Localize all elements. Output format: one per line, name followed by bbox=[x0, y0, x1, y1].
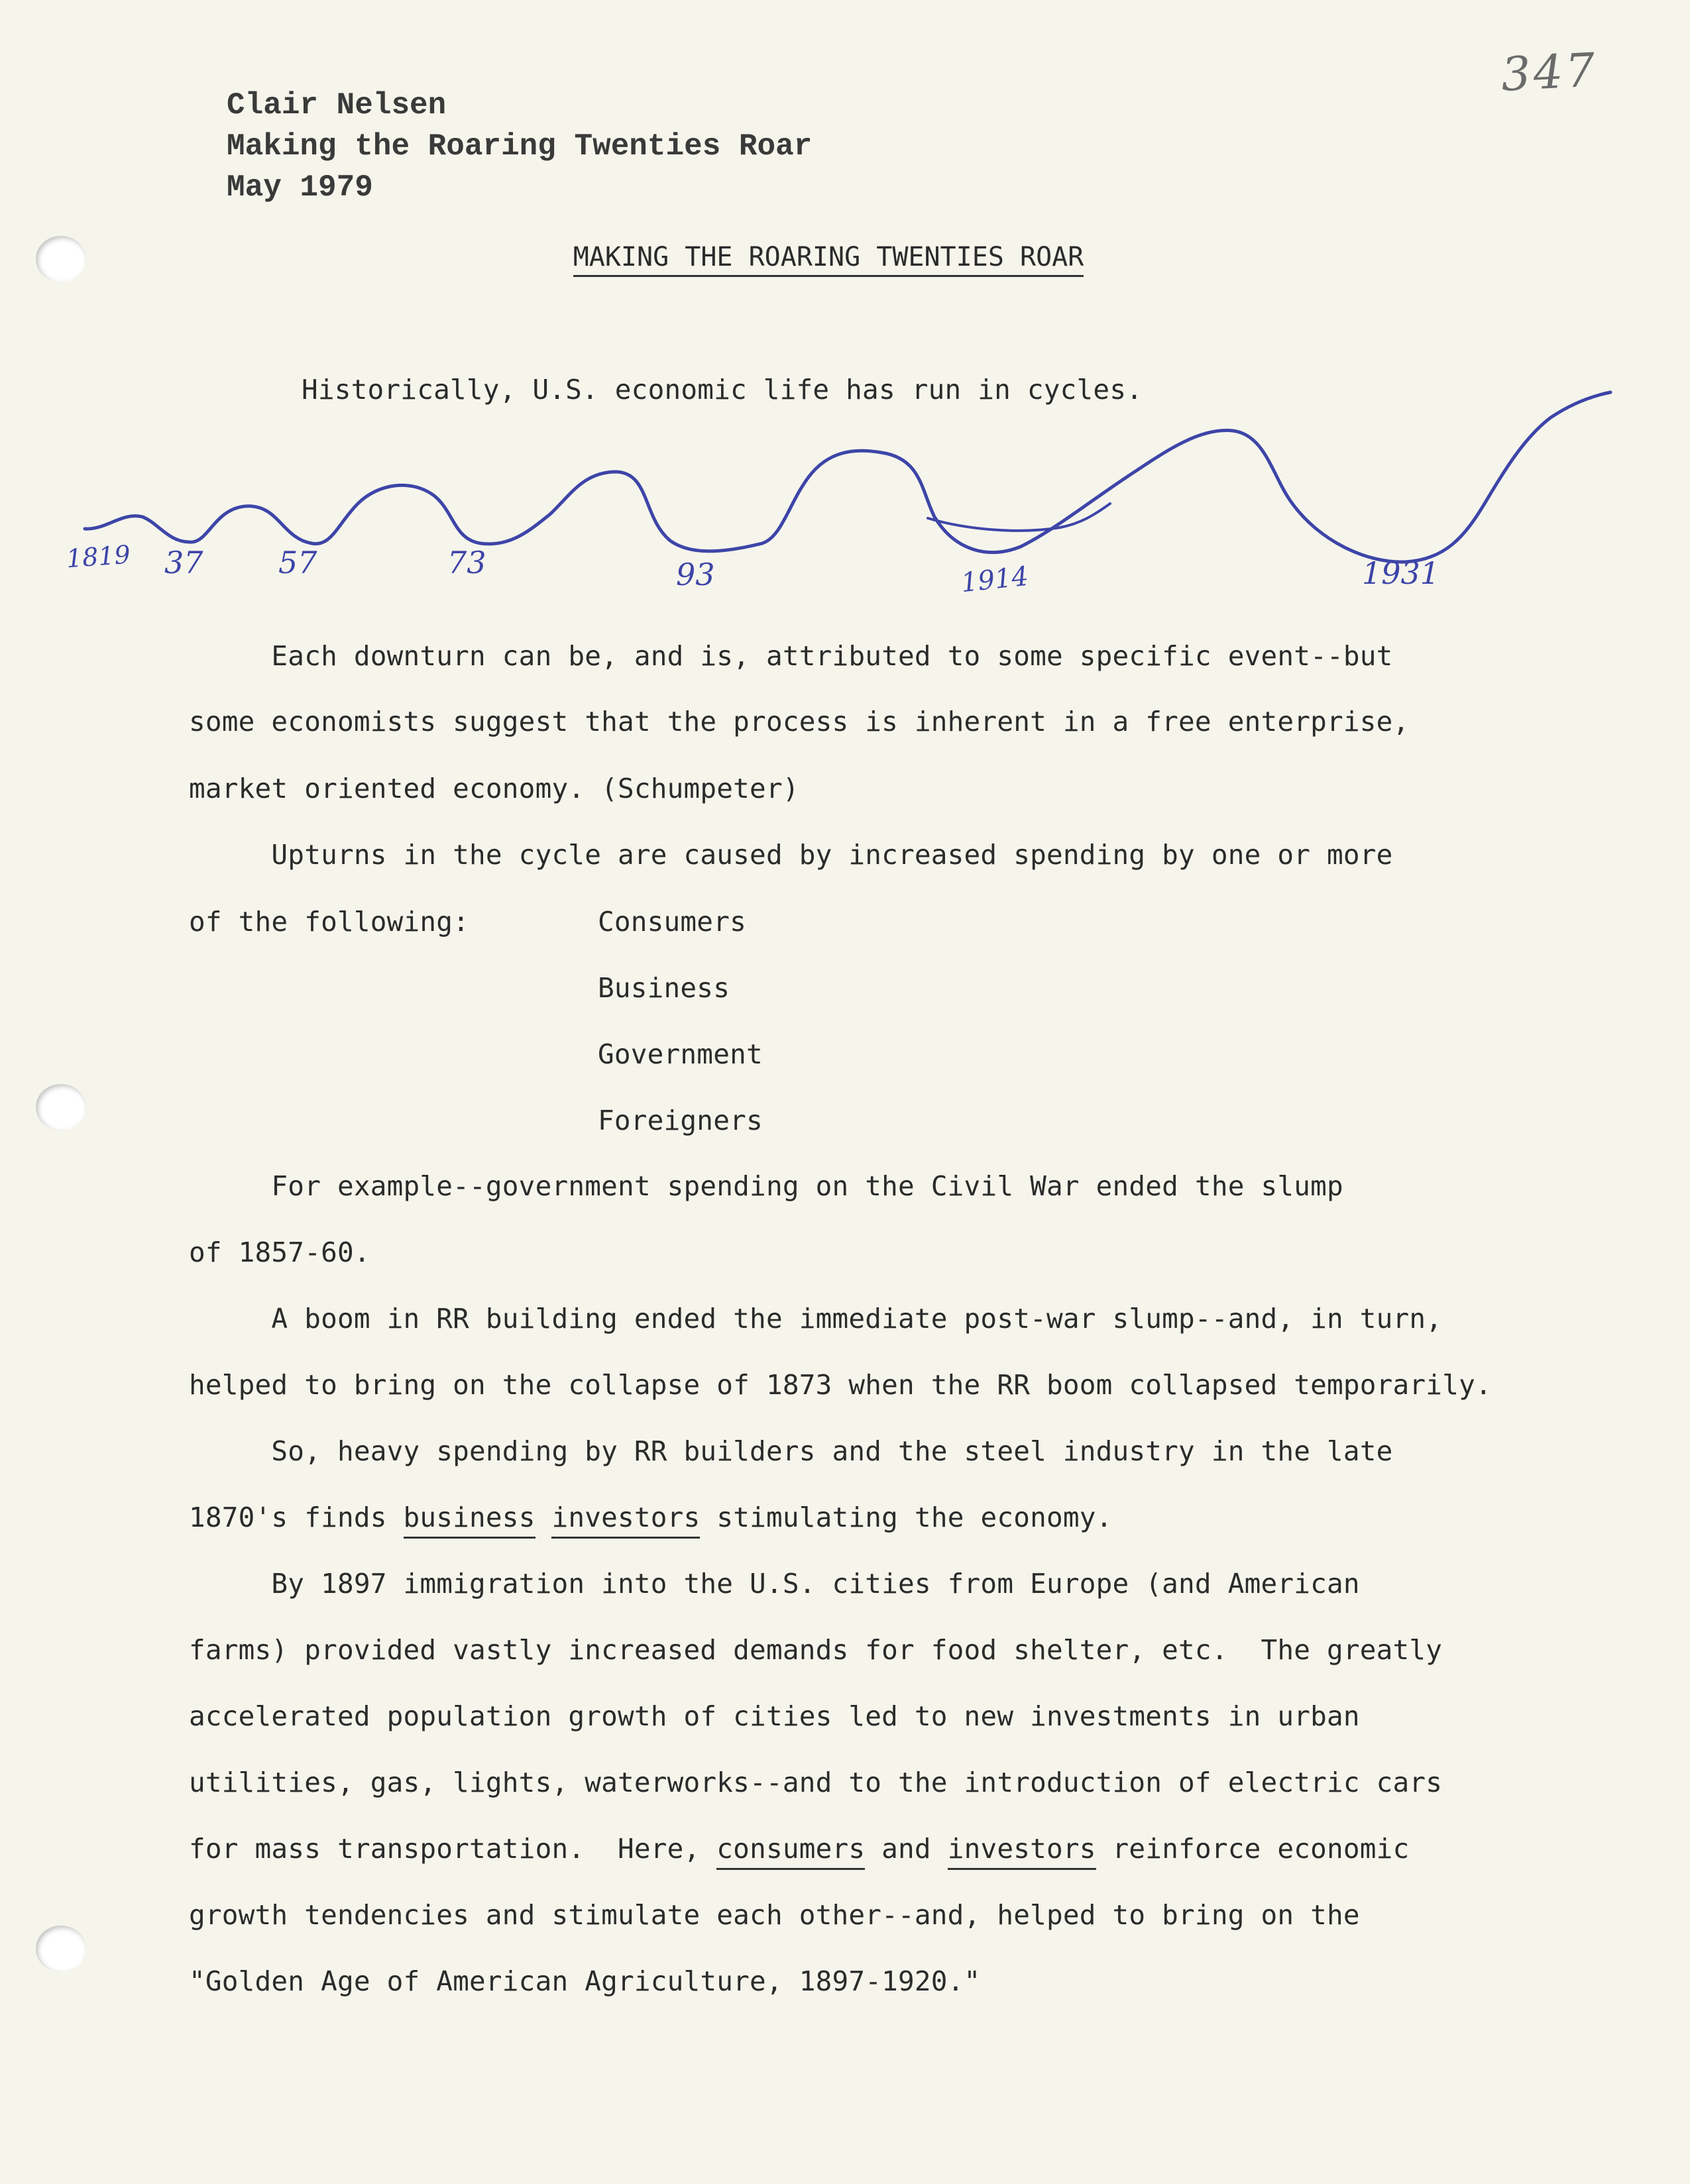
underlined-word: investors bbox=[948, 1833, 1096, 1870]
spender-item: Government bbox=[598, 1038, 763, 1070]
cycle-label: 1931 bbox=[1362, 555, 1440, 591]
date: May 1979 bbox=[227, 170, 373, 205]
paragraph-line: growth tendencies and stimulate each other--and, helped to bring on the bbox=[189, 1899, 1360, 1931]
text-run: and bbox=[865, 1833, 948, 1865]
cycle-label: 1819 bbox=[65, 539, 132, 574]
paragraph-line: So, heavy spending by RR builders and the steel industry in the late bbox=[189, 1435, 1393, 1467]
text-run: stimulating the economy. bbox=[700, 1502, 1113, 1533]
paragraph-line: Each downturn can be, and is, attributed to some specific event--but bbox=[189, 640, 1393, 672]
cycle-label: 93 bbox=[676, 557, 715, 592]
text-run: for mass transportation. Here, bbox=[189, 1833, 717, 1865]
text-run: 1870's finds bbox=[189, 1502, 404, 1533]
underlined-word: investors bbox=[551, 1502, 700, 1539]
paragraph-line bbox=[189, 1500, 1113, 1535]
punch-hole bbox=[36, 1084, 86, 1130]
paragraph-line: Upturns in the cycle are caused by increased spending by one or more bbox=[189, 839, 1393, 871]
spender-item: Consumers bbox=[598, 906, 746, 938]
cycle-label: 73 bbox=[447, 545, 486, 580]
underlined-word: consumers bbox=[716, 1833, 865, 1870]
spender-item: Business bbox=[598, 972, 730, 1004]
author: Clair Nelsen bbox=[227, 88, 447, 123]
punch-hole bbox=[36, 1926, 86, 1972]
cycle-label: 1914 bbox=[959, 561, 1030, 599]
paragraph-line: A boom in RR building ended the immediate post-war slump--and, in turn, bbox=[189, 1303, 1443, 1335]
paragraph-line: "Golden Age of American Agriculture, 1897-1920." bbox=[189, 1965, 981, 1997]
cycle-label: 57 bbox=[278, 545, 317, 580]
paragraph-line: By 1897 immigration into the U.S. cities from Europe (and American bbox=[189, 1568, 1360, 1600]
paragraph-line: some economists suggest that the process is inherent in a free enterprise, bbox=[189, 706, 1410, 737]
spender-item: Foreigners bbox=[598, 1105, 763, 1136]
talk-title: Making the Roaring Twenties Roar bbox=[227, 129, 813, 164]
underlined-word: business bbox=[404, 1502, 535, 1539]
cycle-label: 37 bbox=[164, 545, 203, 580]
paragraph-line: utilities, gas, lights, waterworks--and to the introduction of electric cars bbox=[189, 1767, 1443, 1798]
intro-line: Historically, U.S. economic life has run in cycles. bbox=[302, 374, 1143, 406]
page-number: 347 bbox=[1499, 42, 1599, 102]
business-cycle-sketch bbox=[0, 0, 1690, 636]
paragraph-line: of the following: bbox=[189, 906, 470, 938]
paragraph-line: helped to bring on the collapse of 1873 when the RR boom collapsed temporarily. bbox=[189, 1369, 1492, 1401]
document-title-text: MAKING THE ROARING TWENTIES ROAR bbox=[573, 242, 1084, 277]
text-run: reinforce economic bbox=[1096, 1833, 1410, 1865]
paragraph-line: market oriented economy. (Schumpeter) bbox=[189, 773, 799, 804]
paragraph-line: farms) provided vastly increased demands for food shelter, etc. The greatly bbox=[189, 1634, 1443, 1666]
paragraph-line: For example--government spending on the Civil War ended the slump bbox=[189, 1170, 1343, 1202]
paragraph-line: accelerated population growth of cities led to new investments in urban bbox=[189, 1700, 1360, 1732]
paragraph-line: of 1857-60. bbox=[189, 1236, 370, 1268]
paragraph-line bbox=[189, 1831, 1409, 1866]
cycle-curve bbox=[85, 392, 1610, 562]
